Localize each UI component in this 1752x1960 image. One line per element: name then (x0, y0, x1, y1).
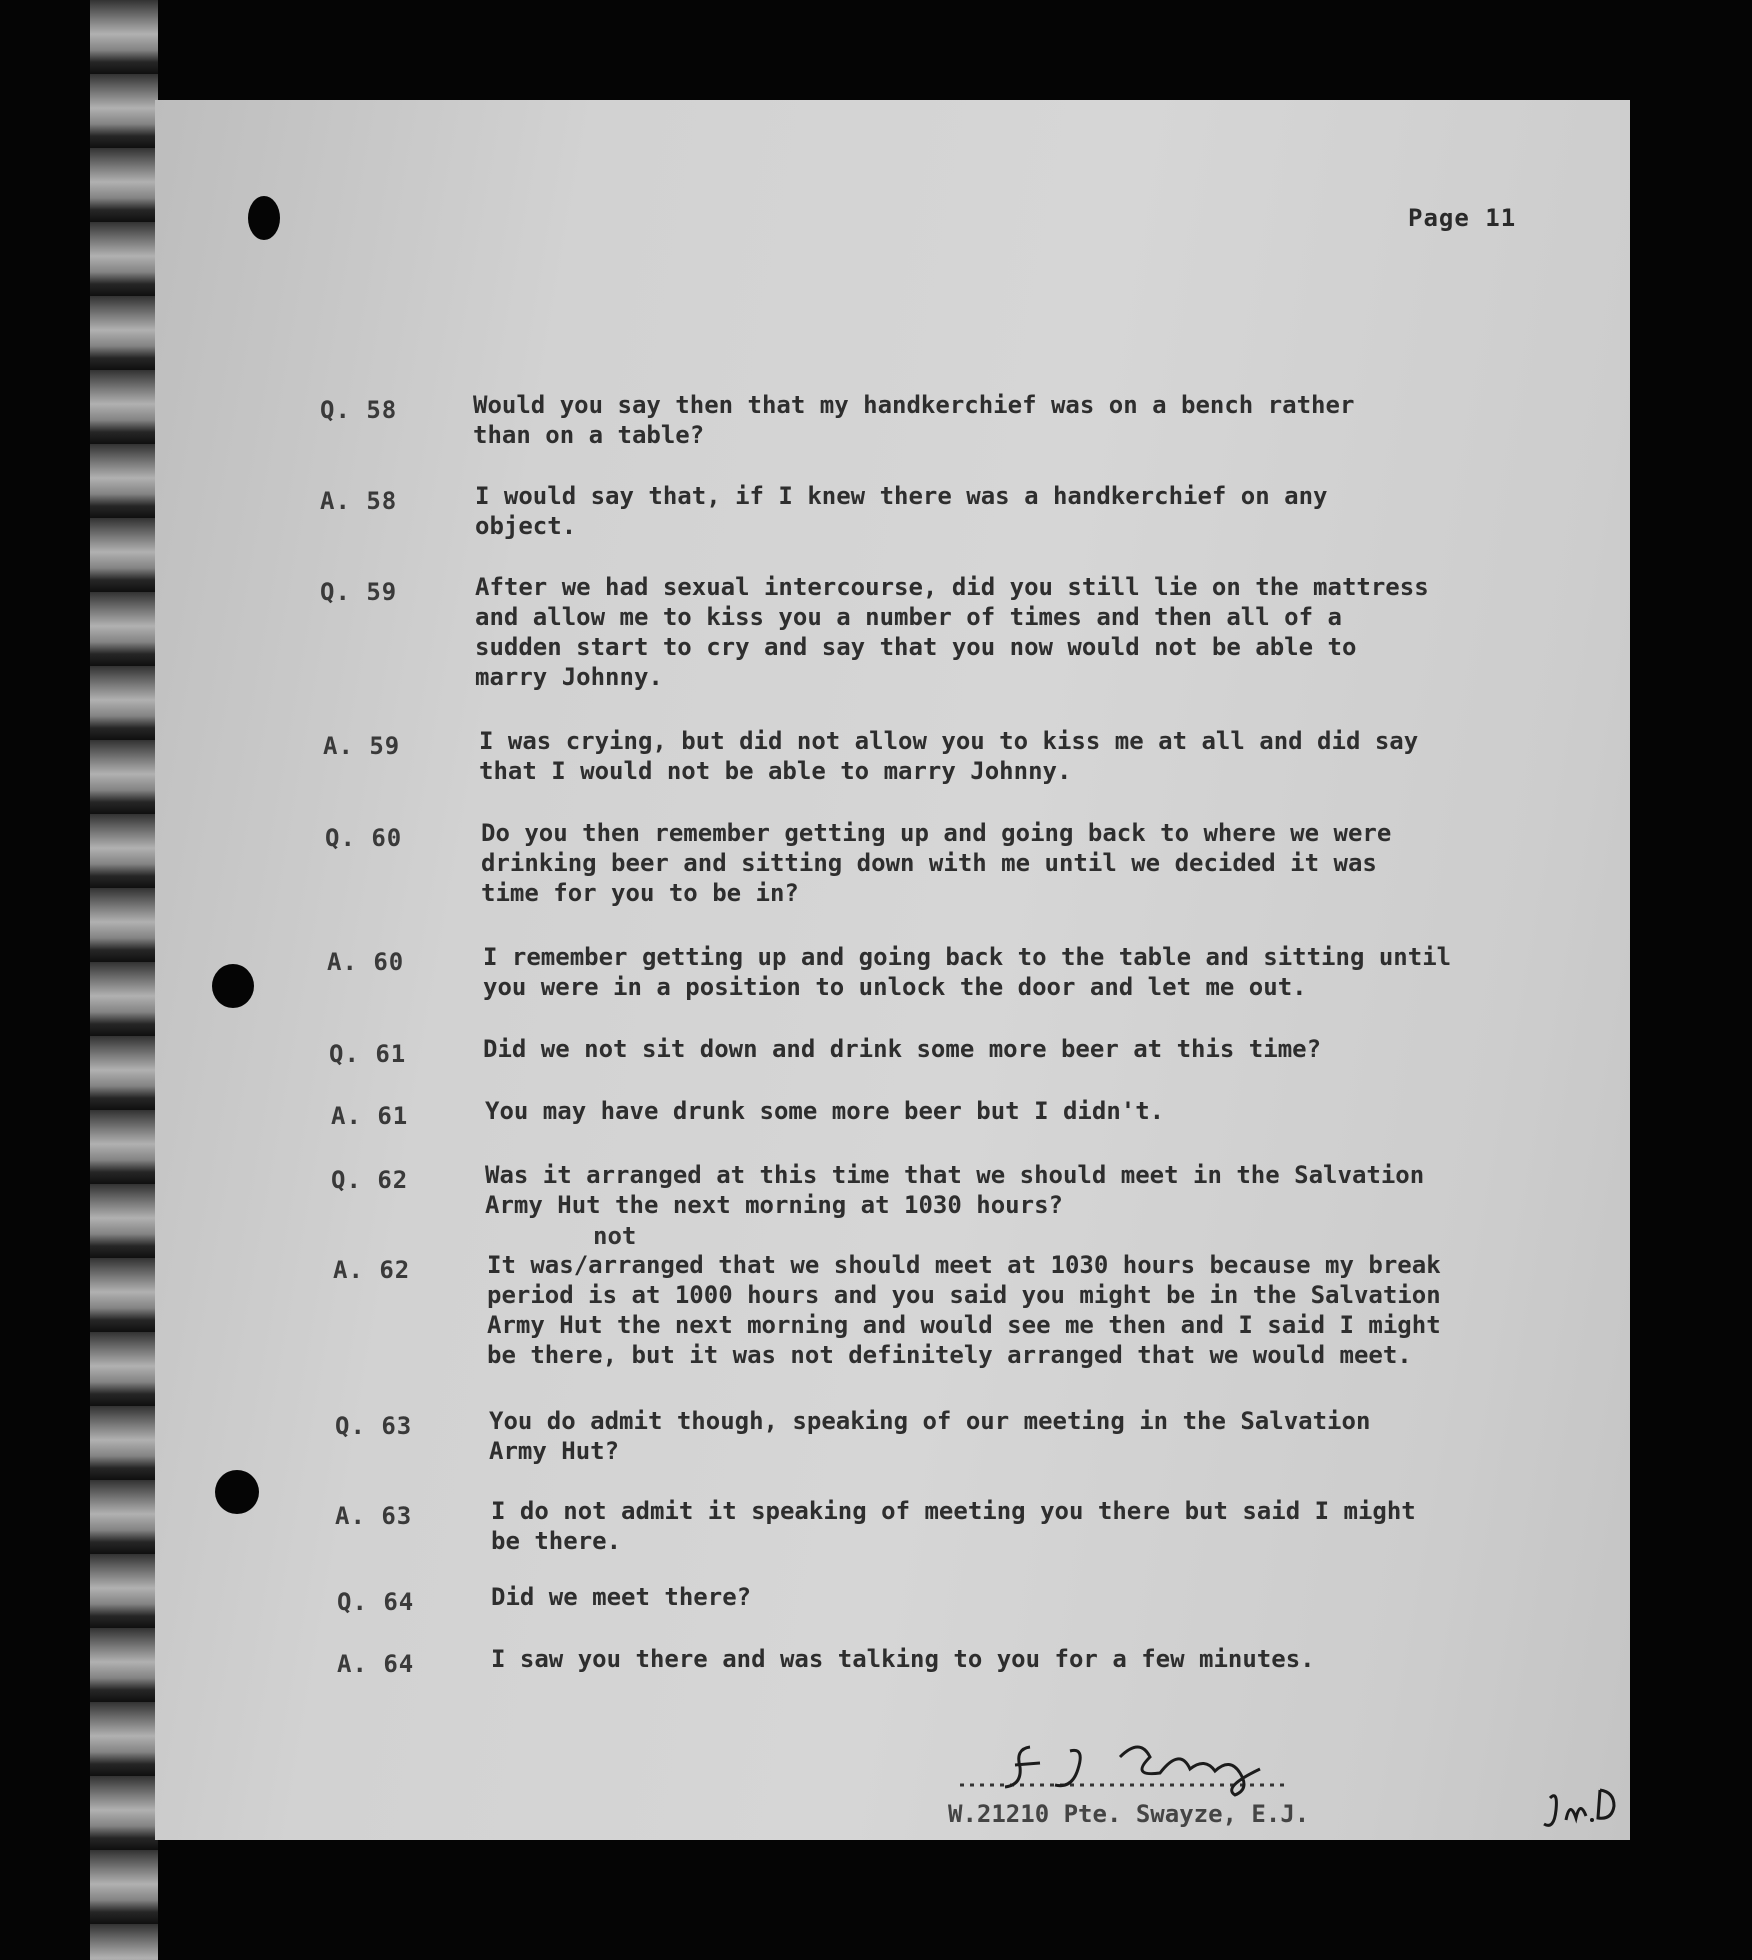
answer-text: I was crying, but did not allow you to kiss me at all and did say that I would not be able to marry Johnny. (479, 727, 1419, 785)
question-label: Q. 59 (320, 578, 398, 606)
answer-label: A. 64 (337, 1650, 415, 1678)
question-label: Q. 58 (320, 396, 398, 424)
question-label: Q. 60 (325, 824, 403, 852)
question-text: Did we not sit down and drink some more beer at this time? (483, 1035, 1322, 1063)
handwritten-insertion: not (593, 1222, 637, 1250)
punch-hole-middle (212, 964, 254, 1008)
question-text: Would you say then that my handkerchief was on a bench rather than on a table? (473, 391, 1355, 449)
question-text: Was it arranged at this time that we should meet in the Salvation Army Hut the next morning at 1030 hours? (485, 1161, 1425, 1219)
punch-hole-bottom (215, 1470, 259, 1514)
signature (960, 1727, 1290, 1797)
question-label: Q. 61 (329, 1040, 407, 1068)
punch-hole-top (248, 196, 280, 240)
film-edge-strip (90, 0, 158, 1960)
answer-text: You may have drunk some more beer but I didn't. (485, 1097, 1165, 1125)
answer-label: A. 61 (331, 1102, 409, 1130)
answer-label: A. 62 (333, 1256, 411, 1284)
answer-text: I would say that, if I knew there was a handkerchief on any object. (475, 482, 1328, 540)
question-label: Q. 62 (331, 1166, 409, 1194)
answer-label: A. 63 (335, 1502, 413, 1530)
signature-caption: W.21210 Pte. Swayze, E.J. (948, 1800, 1310, 1828)
answer-label: A. 59 (323, 732, 401, 760)
question-label: Q. 63 (335, 1412, 413, 1440)
answer-text: I do not admit it speaking of meeting you there but said I might be there. (491, 1497, 1416, 1555)
question-text: Did we meet there? (491, 1583, 752, 1611)
answer-label: A. 58 (320, 487, 398, 515)
answer-text: It was/arranged that we should meet at 1030 hours because my break period is at 1000 hours and you said you might be in the Salvation Army Hut the next morning and would see me then and I said I might be there, but it was not definitely arranged that we would meet. (487, 1251, 1441, 1369)
question-text: After we had sexual intercourse, did you still lie on the mattress and allow me to kiss you a number of times and then all of a sudden start to cry and say that you now would not be able to marry Johnny. (475, 573, 1429, 691)
answer-text: I remember getting up and going back to the table and sitting until you were in a position to unlock the door and let me out. (483, 943, 1452, 1001)
document-page (155, 100, 1630, 1840)
answer-label: A. 60 (327, 948, 405, 976)
page-number: Page 11 (1408, 204, 1517, 232)
answer-text: I saw you there and was talking to you for a few minutes. (491, 1645, 1315, 1673)
handwritten-initials (1540, 1780, 1635, 1840)
question-text: You do admit though, speaking of our meeting in the Salvation Army Hut? (489, 1407, 1371, 1465)
question-label: Q. 64 (337, 1588, 415, 1616)
question-text: Do you then remember getting up and going back to where we were drinking beer and sitting down with me until we decided it was time for you to be in? (481, 819, 1392, 907)
